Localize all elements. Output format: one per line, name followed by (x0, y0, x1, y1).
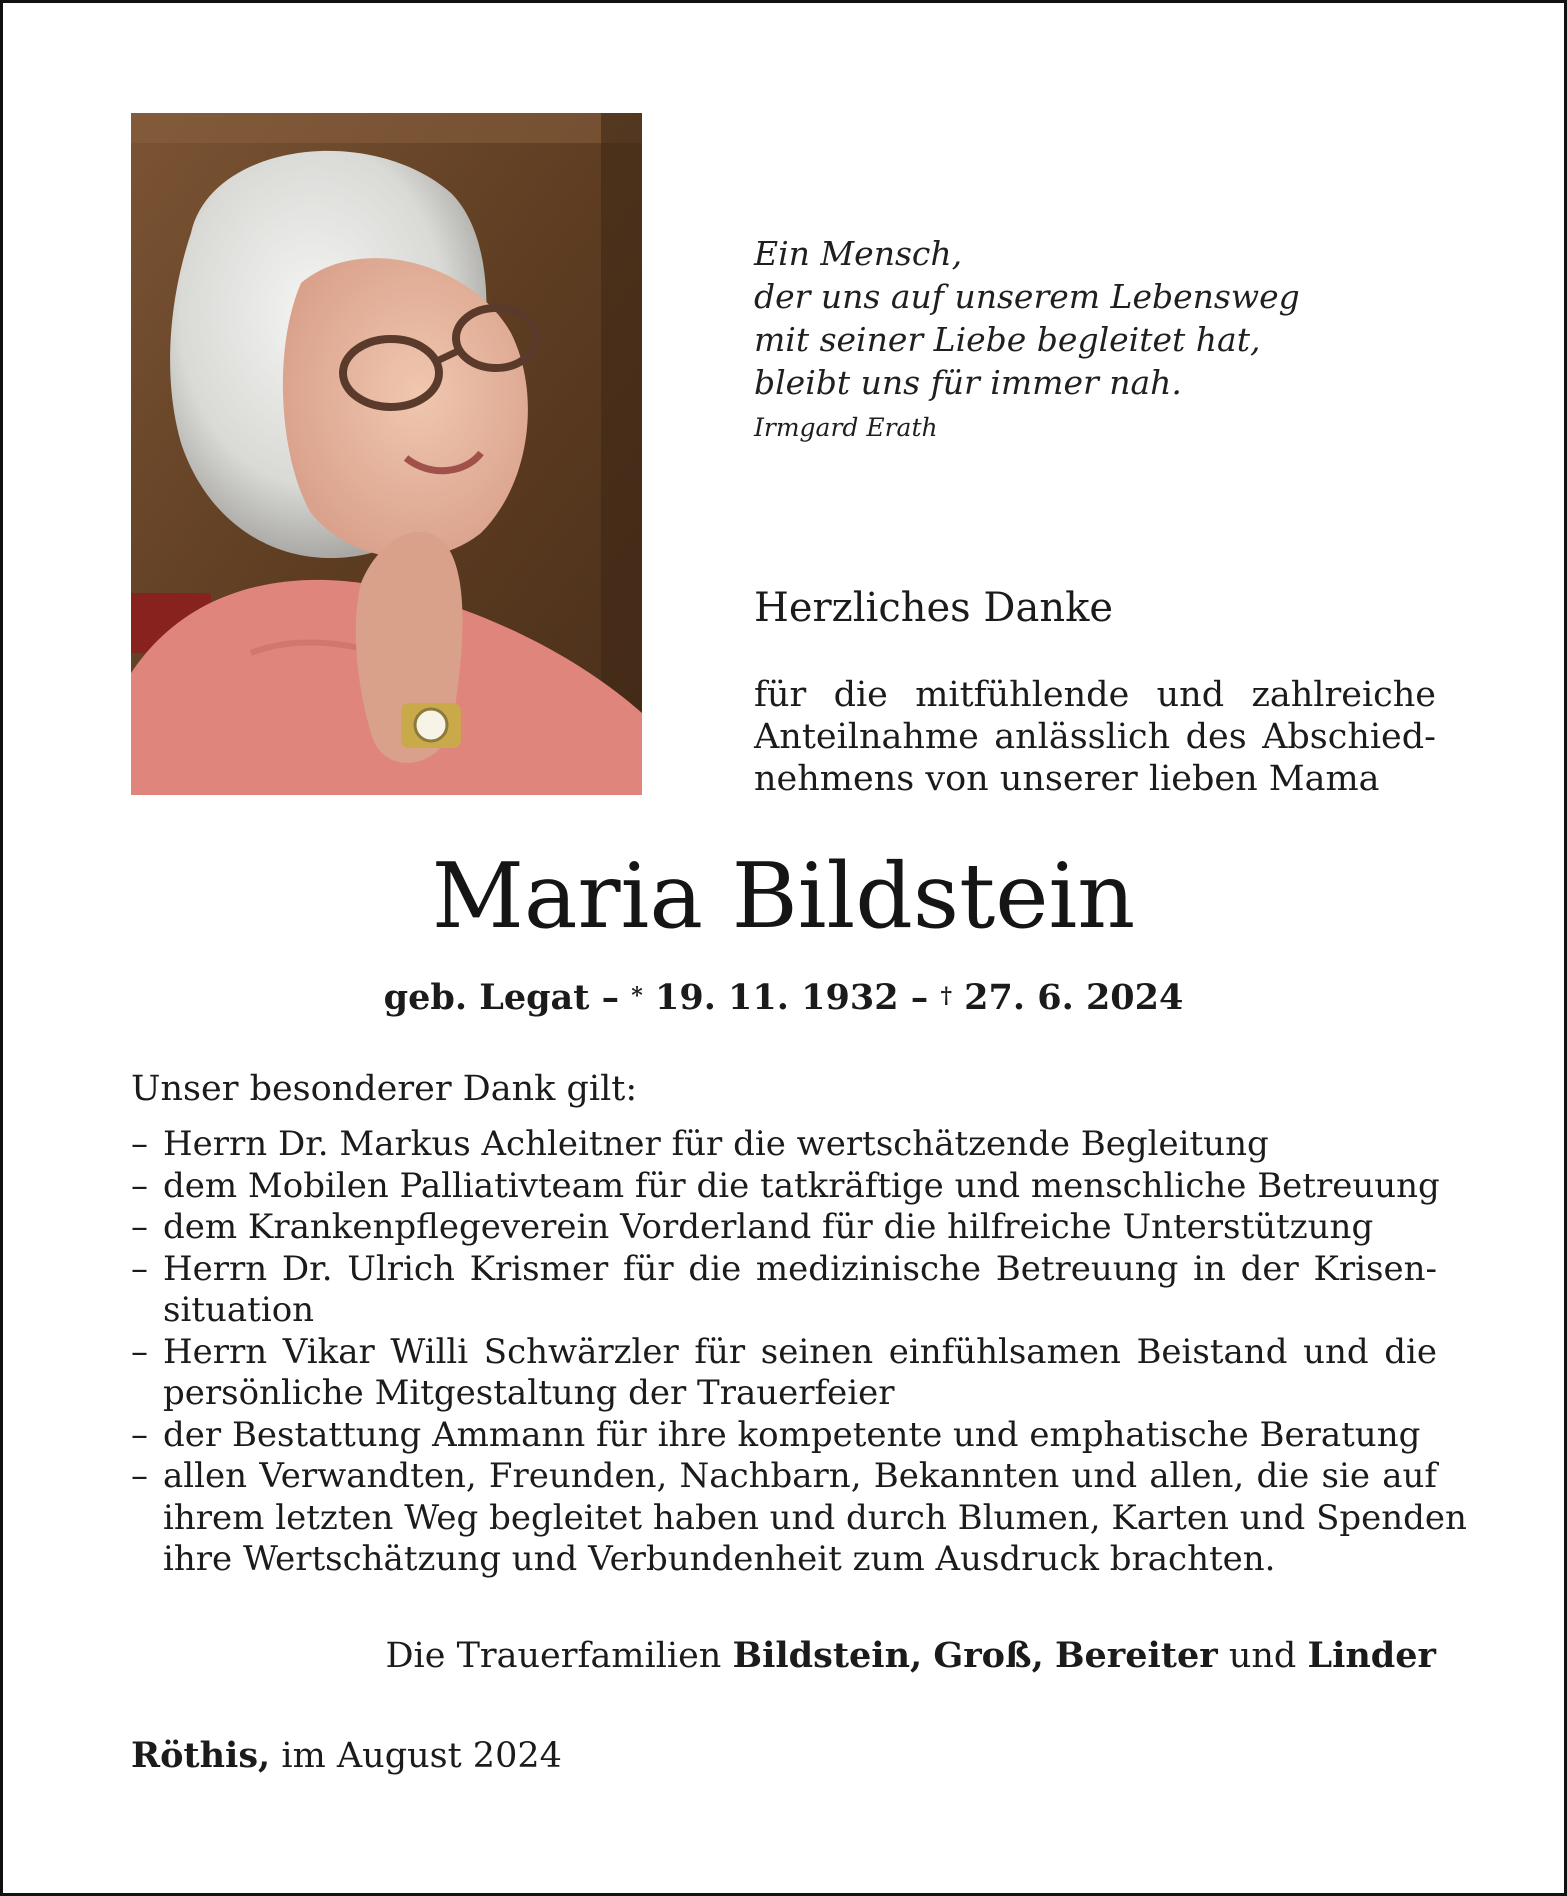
list-item (131, 1456, 1467, 1581)
list-dash: – (131, 1331, 148, 1372)
poem-author: Irmgard Erath (754, 413, 938, 442)
thanks-paragraph (754, 674, 1436, 800)
deceased-name: Maria Bildstein (431, 844, 1136, 949)
list-item-line: Herrn Vikar Willi Schwärzler für seinen einfühlsamen Beistand und die (163, 1331, 1437, 1372)
poem-line: bleibt uns für immer nah. (754, 363, 1182, 402)
list-item-line: allen Verwandten, Freunden, Nachbarn, Bekannten und allen, die sie auf (163, 1456, 1437, 1496)
list-item-line: persönliche Mitgestaltung der Trauerfeier (163, 1373, 895, 1413)
death-symbol: † (940, 983, 952, 1009)
list-item-line: dem Mobilen Palliativteam für die tatkräftige und menschliche Betreuung (163, 1165, 1440, 1206)
life-dates (0, 976, 1567, 1024)
list-item-line: dem Krankenpflegeverein Vorderland für die hilfreiche Unterstützung (163, 1207, 1374, 1247)
list-item (131, 1332, 1437, 1415)
poem-line: der uns auf unserem Lebensweg (754, 277, 1300, 316)
list-item (131, 1124, 1437, 1166)
special-thanks-list (131, 1124, 1467, 1581)
date-separator: – (601, 977, 620, 1018)
family-name: Bildstein, (732, 1635, 923, 1676)
portrait-illustration (131, 113, 642, 795)
thanks-heading: Herzliches Danke (754, 585, 1114, 631)
special-thanks-intro: Unser besonderer Dank gilt: (131, 1069, 638, 1109)
signature-prefix: Die Trauerfamilien (385, 1636, 722, 1676)
poem-line: Ein Mensch, (754, 234, 963, 273)
place-name: Röthis, (131, 1735, 271, 1776)
list-item-line: Herrn Dr. Ulrich Krismer für die medizinische Betreuung in der Krisen- (163, 1248, 1437, 1289)
list-item-line: Herrn Dr. Markus Achleitner für die wertschätzende Begleitung (163, 1124, 1269, 1164)
list-dash: – (131, 1456, 148, 1496)
list-dash: – (131, 1248, 148, 1289)
portrait-photo (131, 113, 642, 795)
family-name: Linder (1307, 1635, 1436, 1676)
list-dash: – (131, 1414, 148, 1455)
list-item-line: ihre Wertschätzung und Verbundenheit zum Ausdruck brachten. (163, 1539, 1276, 1579)
list-item (131, 1249, 1437, 1332)
list-item (131, 1207, 1437, 1249)
list-item-line: der Bestattung Ammann für ihre kompetente und emphatische Beratung (163, 1414, 1421, 1455)
maiden-name: geb. Legat (383, 977, 590, 1018)
list-dash: – (131, 1124, 148, 1164)
family-name: Bereiter (1054, 1635, 1218, 1676)
list-item-line: ihrem letzten Weg begleitet haben und durch Blumen, Karten und Spenden (163, 1497, 1467, 1538)
thanks-line: nehmens von unserer lieben Mama (754, 759, 1380, 799)
thanks-line: für die mitfühlende und zahlreiche (754, 675, 1436, 715)
family-signature (385, 1633, 1436, 1679)
poem-line: mit seiner Liebe begleitet hat, (754, 320, 1261, 359)
family-name: Groß, (933, 1635, 1044, 1676)
list-dash: – (131, 1165, 148, 1206)
date-separator: – (910, 977, 929, 1018)
death-date: 27. 6. 2024 (964, 977, 1184, 1018)
signature-conjunction: und (1228, 1636, 1297, 1676)
birth-date: 19. 11. 1932 (654, 977, 899, 1018)
list-item (131, 1165, 1440, 1208)
list-item-line: situation (163, 1290, 315, 1330)
birth-symbol: * (631, 983, 643, 1009)
publication-date: im August 2024 (281, 1736, 562, 1776)
thanks-line: Anteilnahme anlässlich des Abschied- (754, 717, 1436, 757)
list-dash: – (131, 1207, 148, 1247)
memorial-poem (754, 232, 1300, 446)
place-and-date (131, 1733, 562, 1779)
list-item (131, 1415, 1437, 1457)
